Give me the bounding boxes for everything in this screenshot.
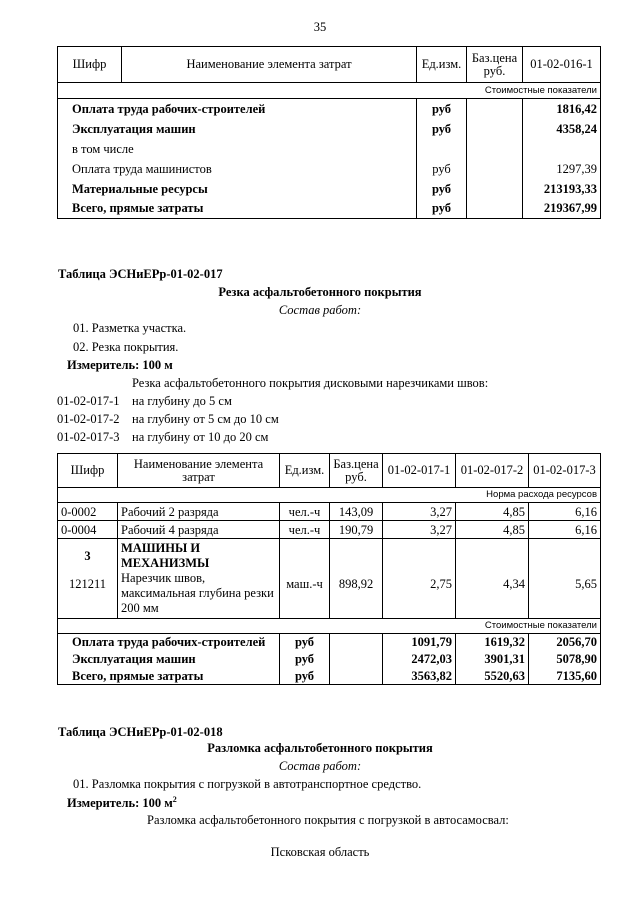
machines-group-name: МАШИНЫ И МЕХАНИЗМЫ <box>121 541 210 570</box>
col-header-name: Наименование элемента затрат <box>122 47 417 83</box>
row-unit: чел.-ч <box>280 503 330 521</box>
row-unit: руб <box>417 119 467 139</box>
row-name: Эксплуатация машин <box>58 119 417 139</box>
col-header-variant-1: 01-02-017-1 <box>383 454 456 488</box>
total-value-3: 7135,60 <box>529 668 601 685</box>
step-018-1: 01. Разломка покрытия с погрузкой в автотранспортное средство. <box>73 777 422 791</box>
total-name: Всего, прямые затраты <box>58 668 280 685</box>
col-header-variant-3: 01-02-017-3 <box>529 454 601 488</box>
row-name: Всего, прямые затраты <box>58 199 417 219</box>
row-value <box>523 139 601 159</box>
row-price <box>467 139 523 159</box>
table-01-02-016 <box>57 46 601 219</box>
section-norm: Норма расхода ресурсов <box>58 488 601 503</box>
total-value-1: 3563,82 <box>383 668 456 685</box>
row-value-1: 3,27 <box>383 503 456 521</box>
row-value-3: 6,16 <box>529 521 601 539</box>
variant-text-2: на глубину от 5 см до 10 см <box>132 412 279 426</box>
row-name: в том числе <box>58 139 417 159</box>
row-value: 1297,39 <box>523 159 601 179</box>
row-name: Материальные ресурсы <box>58 179 417 199</box>
total-value-2: 1619,32 <box>456 634 529 651</box>
table-row-total <box>58 668 601 685</box>
machine-value-2: 4,34 <box>456 539 529 619</box>
row-price <box>467 119 523 139</box>
col-header-price: Баз.цена руб. <box>330 454 383 488</box>
total-unit: руб <box>280 634 330 651</box>
table-row <box>58 139 601 159</box>
total-value-1: 2472,03 <box>383 651 456 668</box>
heading-017: Резка асфальтобетонного покрытия <box>218 285 422 299</box>
total-price <box>330 651 383 668</box>
row-price <box>467 199 523 219</box>
row-unit <box>417 139 467 159</box>
variant-text-3: на глубину от 10 до 20 см <box>132 430 269 444</box>
table-row <box>58 503 601 521</box>
table-row-total <box>58 651 601 668</box>
table-row-machines <box>58 539 601 619</box>
total-name: Эксплуатация машин <box>58 651 280 668</box>
row-price <box>467 159 523 179</box>
variant-text-1: на глубину до 5 см <box>132 394 232 408</box>
row-price <box>467 99 523 119</box>
total-price <box>330 668 383 685</box>
composition-017: Состав работ: <box>278 303 362 317</box>
total-value-2: 3901,31 <box>456 651 529 668</box>
row-code: 0-0002 <box>58 503 118 521</box>
page-number: 35 <box>313 20 327 34</box>
row-unit: руб <box>417 179 467 199</box>
machines-group-code: 3 <box>84 549 91 563</box>
col-header-price: Баз.цена руб. <box>467 47 523 83</box>
section-cost: Стоимостные показатели <box>58 83 601 99</box>
row-unit: чел.-ч <box>280 521 330 539</box>
step-017-1: 01. Разметка участка. <box>73 321 187 335</box>
meter-018: Измеритель: 100 $м^2$ <box>67 795 177 811</box>
row-unit: руб <box>417 199 467 219</box>
row-value-1: 3,27 <box>383 521 456 539</box>
description-018: Разломка асфальтобетонного покрытия с погрузкой в автосамосвал: <box>147 813 509 827</box>
table-title-018: Таблица ЭСНиЕРр-01-02-018 <box>58 725 223 739</box>
row-value: 213193,33 <box>523 179 601 199</box>
row-value: 1816,42 <box>523 99 601 119</box>
row-value-2: 4,85 <box>456 503 529 521</box>
table-row <box>58 199 601 219</box>
table-row <box>58 99 601 119</box>
col-header-variant: 01-02-016-1 <box>523 47 601 83</box>
col-header-variant-2: 01-02-017-2 <box>456 454 529 488</box>
step-017-2: 02. Резка покрытия. <box>73 340 179 354</box>
table-row <box>58 521 601 539</box>
row-value-2: 4,85 <box>456 521 529 539</box>
col-header-unit: Ед.изм. <box>417 47 467 83</box>
row-name: Оплата труда машинистов <box>58 159 417 179</box>
total-value-1: 1091,79 <box>383 634 456 651</box>
variant-code-3: 01-02-017-3 <box>57 430 120 444</box>
machine-value-3: 5,65 <box>529 539 601 619</box>
row-value-3: 6,16 <box>529 503 601 521</box>
machine-name: Нарезчик швов, максимальная глубина резки 200 мм <box>121 571 274 615</box>
table-row <box>58 119 601 139</box>
footer-region: Псковская область <box>270 845 370 859</box>
row-name: Оплата труда рабочих-строителей <box>58 99 417 119</box>
description-017: Резка асфальтобетонного покрытия дисковыми нарезчиками швов: <box>132 376 489 390</box>
row-price: 190,79 <box>330 521 383 539</box>
table-row-total <box>58 634 601 651</box>
total-value-3: 2056,70 <box>529 634 601 651</box>
total-value-3: 5078,90 <box>529 651 601 668</box>
total-value-2: 5520,63 <box>456 668 529 685</box>
col-header-name: Наименование элемента затрат <box>118 454 280 488</box>
machine-value-1: 2,75 <box>383 539 456 619</box>
composition-018: Состав работ: <box>278 759 362 773</box>
machine-price: 898,92 <box>330 539 383 619</box>
col-header-unit: Ед.изм. <box>280 454 330 488</box>
table-row <box>58 179 601 199</box>
row-unit: руб <box>417 159 467 179</box>
table-title-017: Таблица ЭСНиЕРр-01-02-017 <box>58 267 223 281</box>
total-unit: руб <box>280 668 330 685</box>
meter-017: Измеритель: 100 м <box>67 358 173 372</box>
row-name: Рабочий 4 разряда <box>118 521 280 539</box>
row-price <box>467 179 523 199</box>
row-value: 219367,99 <box>523 199 601 219</box>
machine-code: 121211 <box>68 577 107 591</box>
table-01-02-017 <box>57 453 601 685</box>
col-header-code: Шифр <box>58 47 122 83</box>
row-name: Рабочий 2 разряда <box>118 503 280 521</box>
variant-code-2: 01-02-017-2 <box>57 412 120 426</box>
row-value: 4358,24 <box>523 119 601 139</box>
row-price: 143,09 <box>330 503 383 521</box>
total-price <box>330 634 383 651</box>
machine-unit: маш.-ч <box>280 539 330 619</box>
row-unit: руб <box>417 99 467 119</box>
total-name: Оплата труда рабочих-строителей <box>58 634 280 651</box>
section-cost: Стоимостные показатели <box>58 619 601 634</box>
variant-code-1: 01-02-017-1 <box>57 394 120 408</box>
col-header-code: Шифр <box>58 454 118 488</box>
heading-018: Разломка асфальтобетонного покрытия <box>207 741 433 755</box>
total-unit: руб <box>280 651 330 668</box>
row-code: 0-0004 <box>58 521 118 539</box>
table-row <box>58 159 601 179</box>
